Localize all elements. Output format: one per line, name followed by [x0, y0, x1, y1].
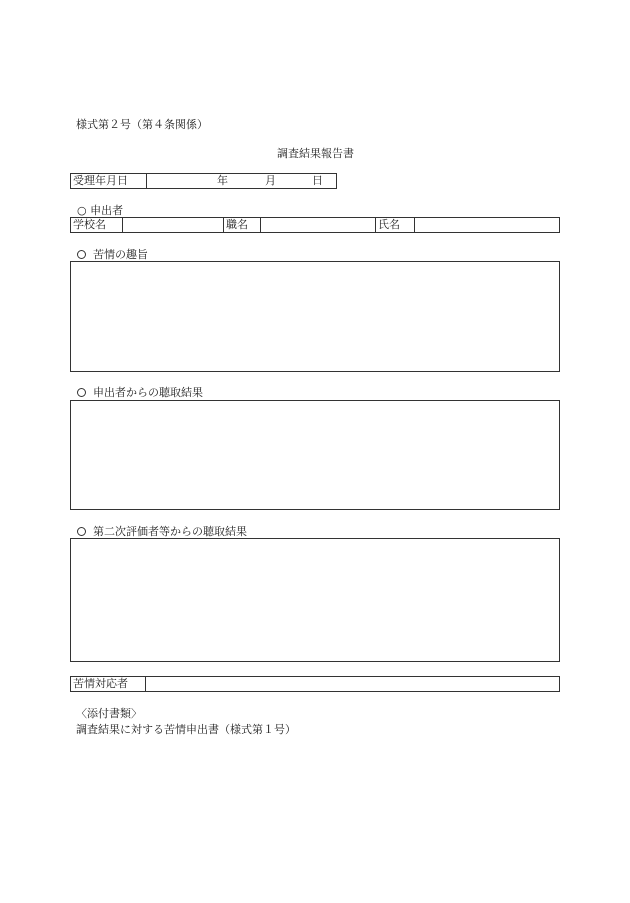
position-label: 職名	[224, 218, 261, 232]
applicant-hearing-field[interactable]	[70, 400, 560, 510]
evaluator-hearing-heading	[77, 525, 247, 538]
document-title: 調査結果報告書	[277, 147, 354, 160]
applicant-hearing-heading	[77, 386, 203, 399]
school-label: 学校名	[71, 218, 123, 232]
handler-label: 苦情対応者	[71, 677, 146, 691]
receipt-date-row	[70, 173, 337, 189]
receipt-month-unit: 月	[265, 174, 276, 187]
handler-row	[70, 676, 560, 692]
name-label: 氏名	[376, 218, 415, 232]
evaluator-hearing-title: 第二次評価者等からの聴取結果	[93, 525, 247, 538]
complaint-purpose-title: 苦情の趣旨	[93, 248, 148, 261]
attachments-heading: 〈添付書類〉	[76, 707, 142, 720]
receipt-date-label: 受理年月日	[71, 174, 147, 188]
circle-bullet-icon	[77, 388, 86, 397]
receipt-day-unit: 日	[312, 174, 323, 187]
form-number: 様式第２号（第４条関係）	[76, 118, 208, 131]
circle-bullet-icon	[77, 527, 86, 536]
complaint-purpose-heading	[77, 248, 148, 261]
circle-bullet-icon	[77, 250, 86, 259]
applicant-row	[70, 217, 560, 233]
position-field[interactable]	[261, 218, 376, 232]
applicant-heading: ○ 申出者	[77, 204, 124, 217]
receipt-year-unit: 年	[217, 174, 228, 187]
applicant-hearing-title: 申出者からの聴取結果	[93, 386, 203, 399]
complaint-purpose-field[interactable]	[70, 261, 560, 372]
evaluator-hearing-field[interactable]	[70, 538, 560, 662]
attachment-item: 調査結果に対する苦情申出書（様式第１号）	[76, 723, 296, 736]
school-field[interactable]	[123, 218, 224, 232]
